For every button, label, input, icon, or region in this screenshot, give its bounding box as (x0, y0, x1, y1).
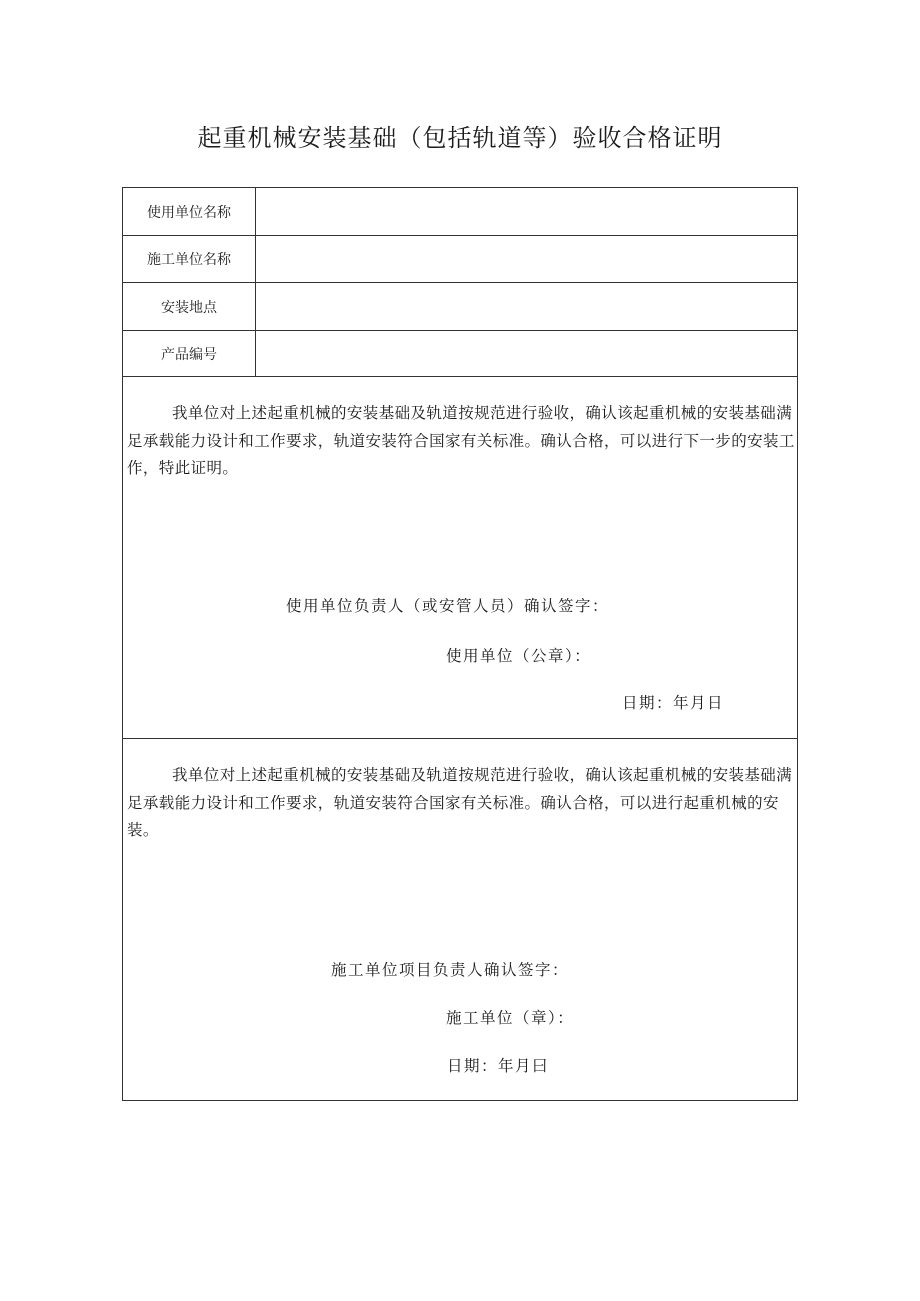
field-row-install-location (123, 283, 797, 331)
field-label-install-location: 安装地点 (123, 283, 256, 330)
user-unit-seal: 使用单位（公章）： (446, 647, 592, 665)
field-value-product-number[interactable] (257, 331, 797, 376)
contractor-date: 日期：年月曰 (447, 1057, 550, 1075)
field-row-contractor-unit (123, 236, 797, 283)
field-value-contractor-unit[interactable] (257, 236, 797, 282)
contractor-statement: 我单位对上述起重机械的安装基础及轨道按规范进行验收，确认该起重机械的安装基础满足承载能力设计和工作要求，轨道安装符合国家有关标准。确认合格，可以进行起重机械的安装。 (127, 766, 793, 839)
contractor-seal: 施工单位（章）： (446, 1009, 575, 1027)
contractor-signatory: 施工单位项目负责人确认签字： (331, 961, 570, 979)
field-value-user-unit[interactable] (257, 188, 797, 235)
field-row-product-number (123, 331, 797, 377)
acceptance-form (122, 187, 798, 1101)
user-unit-signatory: 使用单位负责人（或安管人员）确认签字： (286, 597, 610, 615)
user-unit-date: 日期：年月日 (622, 694, 725, 712)
field-row-user-unit (123, 188, 797, 236)
document-title: 起重机械安装基础（包括轨道等）验收合格证明 (197, 124, 723, 152)
field-label-product-number: 产品编号 (123, 331, 256, 376)
field-label-user-unit: 使用单位名称 (123, 188, 256, 235)
field-value-install-location[interactable] (257, 283, 797, 330)
user-unit-section (123, 377, 797, 739)
user-unit-statement: 我单位对上述起重机械的安装基础及轨道按规范进行验收，确认该起重机械的安装基础满足承载能力设计和工作要求，轨道安装符合国家有关标准。确认合格，可以进行下一步的安装工作，特此证明。 (127, 404, 795, 477)
field-label-contractor-unit: 施工单位名称 (123, 236, 256, 282)
contractor-section (123, 739, 797, 1100)
